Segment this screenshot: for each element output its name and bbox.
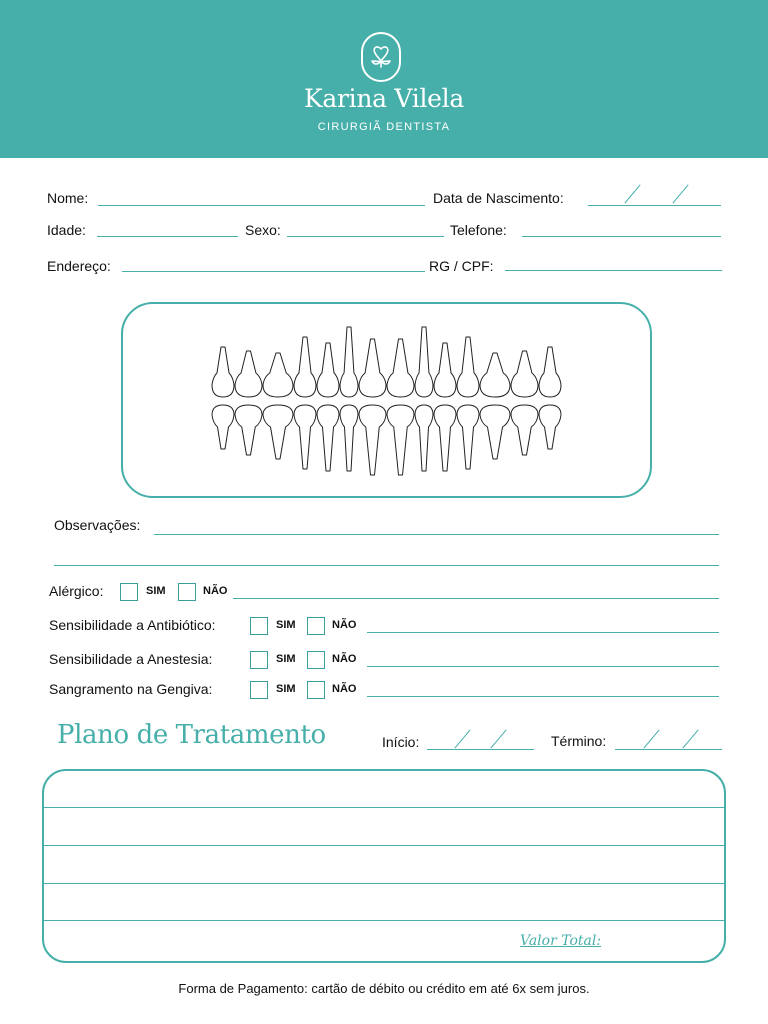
upper-tooth (235, 351, 262, 397)
alergico-label: Alérgico: (49, 583, 104, 599)
nascimento-field[interactable] (588, 205, 721, 206)
sangramento-label: Sangramento na Gengiva: (49, 681, 213, 697)
observacoes-line-2[interactable] (54, 565, 719, 566)
payment-text: : cartão de débito ou crédito em até 6x sem juros. (304, 981, 590, 996)
brand-name: Karina Vilela (304, 84, 464, 113)
lower-tooth (212, 405, 234, 449)
lower-tooth (263, 405, 293, 459)
termino-field[interactable] (615, 749, 722, 750)
sangramento-sim-label: SIM (276, 683, 296, 695)
upper-tooth (539, 347, 561, 397)
lower-tooth (294, 405, 316, 469)
upper-tooth (212, 347, 234, 397)
plan-line-4[interactable] (44, 920, 724, 921)
rg-cpf-label: RG / CPF: (429, 258, 494, 274)
treatment-plan-box (42, 769, 726, 963)
upper-tooth (340, 327, 358, 397)
teeth-chart-icon (123, 304, 650, 496)
antibiotico-field[interactable] (367, 632, 719, 633)
date-separator (682, 729, 698, 748)
rg-cpf-field[interactable] (505, 270, 722, 271)
lower-tooth (539, 405, 561, 449)
alergico-field[interactable] (233, 598, 719, 599)
date-separator (490, 729, 506, 748)
upper-tooth (317, 343, 339, 397)
alergico-sim-checkbox[interactable] (120, 583, 138, 601)
antibiotico-label: Sensibilidade a Antibiótico: (49, 617, 216, 633)
antibiotico-sim-label: SIM (276, 619, 296, 631)
idade-field[interactable] (97, 236, 238, 237)
inicio-label: Início: (382, 734, 420, 750)
header-banner (0, 0, 768, 158)
date-separator (672, 184, 688, 203)
upper-tooth (294, 337, 316, 397)
sangramento-nao-label: NÃO (332, 683, 357, 695)
antibiotico-sim-checkbox[interactable] (250, 617, 268, 635)
anestesia-sim-checkbox[interactable] (250, 651, 268, 669)
upper-tooth (263, 353, 293, 397)
lower-tooth (434, 405, 456, 471)
antibiotico-nao-label: NÃO (332, 619, 357, 631)
upper-tooth (511, 351, 538, 397)
valor-total-label: Valor Total: (520, 933, 602, 949)
nome-field[interactable] (98, 205, 425, 206)
sangramento-nao-checkbox[interactable] (307, 681, 325, 699)
sangramento-field[interactable] (367, 696, 719, 697)
endereco-label: Endereço: (47, 258, 111, 274)
plan-line-3[interactable] (44, 883, 724, 884)
date-separator (643, 729, 659, 748)
payment-label: Forma de Pagamento (178, 981, 305, 996)
lower-tooth (317, 405, 339, 471)
sangramento-sim-checkbox[interactable] (250, 681, 268, 699)
dental-chart (121, 302, 652, 498)
alergico-nao-checkbox[interactable] (178, 583, 196, 601)
observacoes-label: Observações: (54, 517, 141, 533)
anestesia-nao-checkbox[interactable] (307, 651, 325, 669)
upper-tooth (415, 327, 433, 397)
anestesia-nao-label: NÃO (332, 653, 357, 665)
lower-tooth (457, 405, 479, 469)
upper-tooth (434, 343, 456, 397)
nascimento-label: Data de Nascimento: (433, 190, 564, 206)
lower-tooth (480, 405, 510, 459)
termino-label: Término: (551, 733, 607, 749)
telefone-field[interactable] (522, 236, 721, 237)
upper-tooth (457, 337, 479, 397)
tooth-lotus-icon (361, 32, 401, 82)
endereco-field[interactable] (122, 271, 425, 272)
payment-footer (0, 981, 768, 996)
anestesia-sim-label: SIM (276, 653, 296, 665)
lower-tooth (340, 405, 358, 471)
date-separator (454, 729, 470, 748)
lower-tooth (235, 405, 262, 455)
lower-tooth (511, 405, 538, 455)
anestesia-field[interactable] (367, 666, 719, 667)
lower-tooth (359, 405, 386, 475)
plan-line-2[interactable] (44, 845, 724, 846)
anestesia-label: Sensibilidade a Anestesia: (49, 651, 213, 667)
upper-tooth (359, 339, 386, 397)
lower-tooth (415, 405, 433, 471)
brand-subtitle: CIRURGIÃ DENTISTA (317, 121, 451, 133)
nome-label: Nome: (47, 190, 89, 206)
upper-tooth (480, 353, 510, 397)
alergico-nao-label: NÃO (203, 585, 228, 597)
lower-tooth (387, 405, 414, 475)
antibiotico-nao-checkbox[interactable] (307, 617, 325, 635)
upper-tooth (387, 339, 414, 397)
telefone-label: Telefone: (450, 222, 507, 238)
plan-title: Plano de Tratamento (57, 720, 326, 750)
sexo-label: Sexo: (245, 222, 281, 238)
observacoes-line-1[interactable] (154, 534, 719, 535)
inicio-field[interactable] (427, 749, 534, 750)
idade-label: Idade: (47, 222, 86, 238)
date-separator (624, 184, 640, 203)
plan-line-1[interactable] (44, 807, 724, 808)
alergico-sim-label: SIM (146, 585, 166, 597)
sexo-field[interactable] (287, 236, 444, 237)
